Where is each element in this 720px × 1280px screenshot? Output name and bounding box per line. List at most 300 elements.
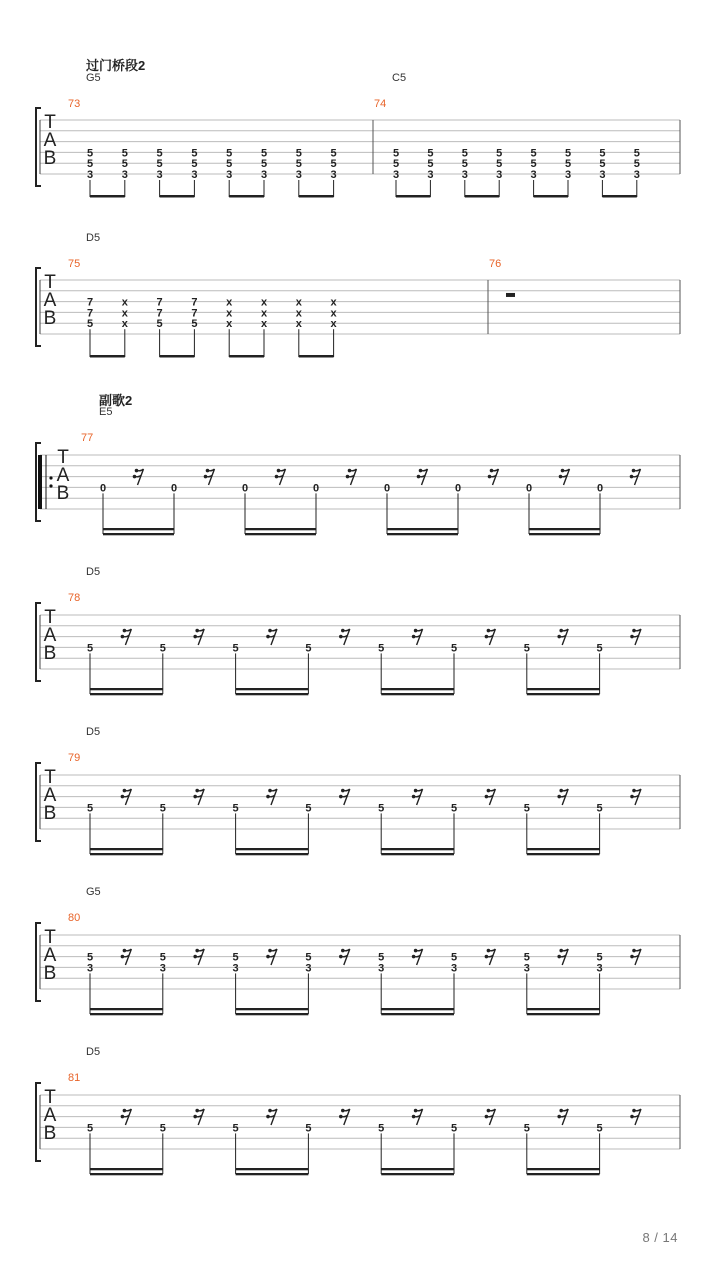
- dead-note: x: [121, 307, 128, 320]
- fret-number: 5: [461, 147, 468, 160]
- rest-dot: [557, 955, 561, 959]
- beam: [381, 853, 454, 855]
- rest-dot: [121, 955, 125, 959]
- beam: [529, 533, 600, 535]
- rest-dot: [487, 949, 491, 953]
- rest-dot: [266, 955, 270, 959]
- dead-note: x: [295, 296, 302, 309]
- fret-number: 5: [191, 158, 198, 171]
- fret-number: 5: [330, 158, 337, 171]
- rest-dot: [487, 629, 491, 633]
- tab-staff-system: [0, 900, 720, 1030]
- rest-dot: [414, 789, 418, 793]
- tab-clef-letter: A: [43, 785, 57, 806]
- chord-name: G5: [86, 72, 101, 84]
- fret-number: 5: [159, 802, 166, 815]
- fret-number: 7: [191, 296, 198, 309]
- measure-number: 74: [374, 98, 387, 110]
- beam: [103, 533, 174, 535]
- beam: [236, 1168, 309, 1170]
- fret-number: 5: [427, 147, 434, 160]
- rest-dot: [630, 795, 634, 799]
- tab-clef-letter: B: [43, 1123, 57, 1144]
- fret-number: 7: [156, 296, 163, 309]
- fret-number: 5: [450, 1122, 458, 1135]
- fret-number: 0: [454, 482, 462, 495]
- beam: [160, 355, 195, 358]
- fret-number: 5: [596, 642, 603, 655]
- section-label: 过门桥段2: [86, 58, 146, 73]
- fret-number: 5: [633, 158, 640, 171]
- beam: [527, 688, 600, 690]
- fret-number: 5: [305, 1122, 312, 1135]
- chord-name: D5: [86, 1046, 101, 1058]
- rest-dot: [341, 1109, 345, 1113]
- beam: [236, 688, 309, 690]
- fret-number: 5: [392, 158, 400, 171]
- rest-dot: [485, 955, 489, 959]
- dead-note: x: [226, 307, 233, 320]
- rest-dot: [268, 949, 272, 953]
- fret-number: 5: [260, 147, 268, 160]
- dead-note: x: [330, 307, 337, 320]
- beam: [229, 195, 264, 198]
- fret-number: 7: [191, 307, 198, 320]
- measure-number: 78: [68, 592, 81, 604]
- tab-clef-letter: T: [44, 767, 56, 788]
- rest-dot: [487, 1109, 491, 1113]
- rest-dot: [193, 1115, 197, 1119]
- beam: [236, 848, 309, 850]
- rest-dot: [630, 1115, 634, 1119]
- tab-clef-letter: B: [43, 803, 57, 824]
- dead-note: x: [121, 318, 128, 331]
- beam: [529, 528, 600, 530]
- beam: [465, 195, 499, 198]
- tab-staff-system: [0, 580, 720, 710]
- fret-number: 5: [86, 158, 94, 171]
- rest-dot: [266, 635, 270, 639]
- measure-number: 75: [68, 258, 81, 270]
- fret-number: 5: [599, 158, 606, 171]
- rest-dot: [339, 795, 343, 799]
- fret-number: 5: [523, 802, 530, 815]
- fret-number: 5: [596, 951, 603, 964]
- fret-number: 7: [86, 296, 94, 309]
- fret-number: 5: [461, 158, 468, 171]
- rest-dot: [487, 789, 491, 793]
- fret-number: 5: [86, 802, 94, 815]
- rest-dot: [559, 1109, 563, 1113]
- tab-clef-letter: T: [44, 272, 56, 293]
- tab-clef-letter: B: [43, 148, 57, 169]
- beam: [381, 1168, 454, 1170]
- rest-dot: [490, 469, 494, 473]
- measure-number: 73: [68, 98, 81, 110]
- fret-number: 5: [305, 642, 312, 655]
- fret-number: 5: [232, 802, 239, 815]
- rest-dot: [632, 469, 636, 473]
- fret-number: 3: [226, 169, 233, 181]
- fret-number: 3: [232, 962, 239, 975]
- fret-number: 3: [633, 169, 640, 181]
- fret-number: 5: [599, 147, 606, 160]
- fret-number: 3: [191, 169, 198, 181]
- fret-number: 5: [232, 642, 239, 655]
- fret-number: 0: [596, 482, 604, 495]
- fret-number: 5: [530, 158, 537, 171]
- tab-clef-letter: A: [56, 465, 70, 486]
- rest-dot: [557, 1115, 561, 1119]
- fret-number: 5: [86, 951, 94, 964]
- fret-number: 5: [226, 158, 233, 171]
- rest-dot: [123, 789, 127, 793]
- beam: [236, 1173, 309, 1175]
- tab-staff-system: [0, 245, 720, 375]
- beam: [534, 195, 568, 198]
- fret-number: 3: [378, 962, 385, 975]
- fret-number: 5: [378, 951, 385, 964]
- rest-dot: [630, 475, 634, 479]
- fret-number: 5: [530, 147, 537, 160]
- fret-number: 5: [305, 802, 312, 815]
- tab-clef-letter: A: [43, 1105, 57, 1126]
- rest-dot: [346, 475, 350, 479]
- beam: [90, 1008, 163, 1010]
- fret-number: 5: [232, 951, 239, 964]
- fret-number: 5: [156, 158, 163, 171]
- fret-number: 5: [392, 147, 400, 160]
- fret-number: 5: [86, 642, 94, 655]
- fret-number: 3: [295, 169, 302, 181]
- rest-dot: [206, 469, 210, 473]
- fret-number: 5: [596, 1122, 603, 1135]
- dead-note: x: [295, 307, 302, 320]
- rest-dot: [135, 469, 139, 473]
- beam: [527, 1008, 600, 1010]
- beam: [245, 528, 316, 530]
- beam: [90, 688, 163, 690]
- beam: [381, 1013, 454, 1015]
- rest-dot: [557, 635, 561, 639]
- chord-name: C5: [392, 72, 407, 84]
- beam: [90, 853, 163, 855]
- rest-dot: [561, 469, 565, 473]
- rest-dot: [268, 629, 272, 633]
- fret-number: 5: [378, 802, 385, 815]
- fret-number: 5: [496, 147, 503, 160]
- beam: [236, 693, 309, 695]
- fret-number: 3: [523, 962, 530, 975]
- rest-dot: [121, 795, 125, 799]
- rest-dot: [488, 475, 492, 479]
- measure-number: 77: [81, 432, 94, 444]
- beam: [527, 848, 600, 850]
- chord-name: D5: [86, 566, 101, 578]
- beam: [90, 1168, 163, 1170]
- fret-number: 5: [159, 951, 166, 964]
- rest-dot: [414, 629, 418, 633]
- rest-dot: [412, 635, 416, 639]
- beam: [236, 1008, 309, 1010]
- fret-number: 5: [86, 318, 94, 331]
- rest-dot: [417, 475, 421, 479]
- fret-number: 5: [450, 802, 458, 815]
- chord-name: D5: [86, 232, 101, 244]
- rest-dot: [277, 469, 281, 473]
- rest-dot: [268, 1109, 272, 1113]
- rest-dot: [485, 635, 489, 639]
- beam: [381, 1008, 454, 1010]
- fret-number: 7: [156, 307, 163, 320]
- beam: [90, 848, 163, 850]
- beam: [236, 1013, 309, 1015]
- tab-clef-letter: B: [56, 483, 70, 504]
- rest-dot: [630, 635, 634, 639]
- beam: [103, 528, 174, 530]
- tab-clef-letter: B: [43, 643, 57, 664]
- fret-number: 0: [383, 482, 391, 495]
- beam: [90, 1013, 163, 1015]
- tab-clef-letter: A: [43, 130, 57, 151]
- fret-number: 5: [121, 158, 128, 171]
- fret-number: 5: [121, 147, 128, 160]
- rest-dot: [266, 1115, 270, 1119]
- fret-number: 0: [312, 482, 320, 495]
- fret-number: 5: [496, 158, 503, 171]
- rest-dot: [204, 475, 208, 479]
- dead-note: x: [226, 296, 233, 309]
- chord-name: D5: [86, 726, 101, 738]
- dead-note: x: [121, 296, 128, 309]
- rest-dot: [123, 949, 127, 953]
- fret-number: 3: [530, 169, 537, 181]
- rest-dot: [630, 955, 634, 959]
- rest-dot: [632, 629, 636, 633]
- tab-clef-letter: T: [44, 112, 56, 133]
- rest-dot: [123, 629, 127, 633]
- fret-number: 7: [86, 307, 94, 320]
- fret-number: 5: [86, 1122, 94, 1135]
- fret-number: 3: [596, 962, 603, 975]
- rest-dot: [195, 789, 199, 793]
- rest-dot: [559, 789, 563, 793]
- beam: [299, 195, 334, 198]
- tab-clef-letter: A: [43, 290, 57, 311]
- fret-number: 3: [260, 169, 268, 181]
- dead-note: x: [330, 296, 337, 309]
- fret-number: 0: [99, 482, 107, 495]
- repeat-dot: [49, 484, 52, 487]
- dead-note: x: [260, 296, 268, 309]
- fret-number: 5: [564, 158, 572, 171]
- measure-number: 81: [68, 1072, 81, 1084]
- beam: [90, 693, 163, 695]
- beam: [381, 1173, 454, 1175]
- fret-number: 5: [450, 642, 458, 655]
- beam: [299, 355, 334, 358]
- beam: [396, 195, 430, 198]
- chord-name: G5: [86, 886, 101, 898]
- fret-number: 5: [191, 147, 198, 160]
- fret-number: 3: [86, 962, 94, 975]
- rest-dot: [559, 629, 563, 633]
- fret-number: 3: [86, 169, 94, 181]
- fret-number: 5: [295, 147, 302, 160]
- fret-number: 5: [305, 951, 312, 964]
- rest-dot: [193, 795, 197, 799]
- rest-dot: [133, 475, 137, 479]
- rest-dot: [339, 955, 343, 959]
- rest-dot: [341, 789, 345, 793]
- rest-dot: [412, 1115, 416, 1119]
- rest-dot: [195, 949, 199, 953]
- rest-dot: [193, 955, 197, 959]
- fret-number: 5: [330, 147, 337, 160]
- rest-dot: [412, 795, 416, 799]
- fret-number: 3: [392, 169, 400, 181]
- beam: [527, 1173, 600, 1175]
- rest-dot: [341, 629, 345, 633]
- fret-number: 5: [232, 1122, 239, 1135]
- measure-number: 76: [489, 258, 502, 270]
- rest-dot: [632, 789, 636, 793]
- fret-number: 3: [159, 962, 166, 975]
- beam: [381, 693, 454, 695]
- rest-dot: [557, 795, 561, 799]
- beam: [160, 195, 195, 198]
- beam: [602, 195, 636, 198]
- tab-staff-system: [0, 420, 720, 550]
- tab-staff-system: [0, 740, 720, 870]
- fret-number: 3: [461, 169, 468, 181]
- measure-number: 79: [68, 752, 81, 764]
- fret-number: 5: [378, 642, 385, 655]
- fret-number: 3: [450, 962, 458, 975]
- rest-dot: [559, 475, 563, 479]
- fret-number: 5: [156, 318, 163, 331]
- measure-number: 80: [68, 912, 81, 924]
- fret-number: 5: [523, 1122, 530, 1135]
- rest-dot: [275, 475, 279, 479]
- fret-number: 3: [496, 169, 503, 181]
- fret-number: 0: [241, 482, 249, 495]
- rest-dot: [485, 1115, 489, 1119]
- rest-dot: [121, 1115, 125, 1119]
- tab-clef-letter: T: [44, 927, 56, 948]
- beam: [527, 1013, 600, 1015]
- rest-dot: [348, 469, 352, 473]
- beam: [381, 848, 454, 850]
- fret-number: 5: [427, 158, 434, 171]
- fret-number: 5: [633, 147, 640, 160]
- rest-dot: [414, 949, 418, 953]
- fret-number: 5: [596, 802, 603, 815]
- beam: [90, 195, 125, 198]
- dead-note: x: [295, 318, 302, 331]
- tab-clef-letter: A: [43, 945, 57, 966]
- dead-note: x: [260, 307, 268, 320]
- rest-dot: [339, 635, 343, 639]
- tab-staff-system: [0, 1060, 720, 1190]
- rest-dot: [419, 469, 423, 473]
- rest-dot: [341, 949, 345, 953]
- section-label: 副歌2: [99, 393, 133, 408]
- fret-number: 5: [226, 147, 233, 160]
- tab-clef-letter: T: [44, 1087, 56, 1108]
- fret-number: 3: [599, 169, 606, 181]
- rest-dot: [268, 789, 272, 793]
- rest-dot: [121, 635, 125, 639]
- repeat-dot: [49, 476, 52, 479]
- fret-number: 5: [191, 318, 198, 331]
- fret-number: 3: [564, 169, 572, 181]
- beam: [527, 1168, 600, 1170]
- rest-dot: [266, 795, 270, 799]
- rest-dot: [195, 629, 199, 633]
- page-number: 8 / 14: [642, 1230, 678, 1245]
- tab-clef-letter: B: [43, 308, 57, 329]
- rest-dot: [195, 1109, 199, 1113]
- fret-number: 5: [156, 147, 163, 160]
- tab-staff-system: [0, 85, 720, 215]
- dead-note: x: [330, 318, 337, 331]
- fret-number: 3: [330, 169, 337, 181]
- fret-number: 3: [305, 962, 312, 975]
- fret-number: 3: [156, 169, 163, 181]
- beam: [245, 533, 316, 535]
- fret-number: 5: [260, 158, 268, 171]
- beam: [527, 853, 600, 855]
- beam: [229, 355, 264, 358]
- tab-clef-letter: T: [44, 607, 56, 628]
- beam: [90, 355, 125, 358]
- rest-dot: [414, 1109, 418, 1113]
- beam: [90, 1173, 163, 1175]
- fret-number: 5: [564, 147, 572, 160]
- tab-clef-letter: T: [57, 447, 69, 468]
- chord-name: E5: [99, 406, 113, 418]
- tab-clef-letter: B: [43, 963, 57, 984]
- rest-dot: [485, 795, 489, 799]
- fret-number: 5: [159, 642, 166, 655]
- rest-dot: [193, 635, 197, 639]
- fret-number: 3: [121, 169, 128, 181]
- fret-number: 5: [159, 1122, 166, 1135]
- fret-number: 5: [523, 642, 530, 655]
- rest-dot: [632, 1109, 636, 1113]
- rest-dot: [412, 955, 416, 959]
- fret-number: 0: [170, 482, 178, 495]
- fret-number: 3: [427, 169, 434, 181]
- fret-number: 5: [450, 951, 458, 964]
- beam: [387, 533, 458, 535]
- rest-dot: [339, 1115, 343, 1119]
- beam: [236, 853, 309, 855]
- beam: [387, 528, 458, 530]
- rest-dot: [559, 949, 563, 953]
- rest-dot: [632, 949, 636, 953]
- beam: [381, 688, 454, 690]
- dead-note: x: [260, 318, 268, 331]
- fret-number: 5: [295, 158, 302, 171]
- dead-note: x: [226, 318, 233, 331]
- fret-number: 5: [86, 147, 94, 160]
- tab-clef-letter: A: [43, 625, 57, 646]
- fret-number: 5: [523, 951, 530, 964]
- fret-number: 5: [378, 1122, 385, 1135]
- rest-dot: [123, 1109, 127, 1113]
